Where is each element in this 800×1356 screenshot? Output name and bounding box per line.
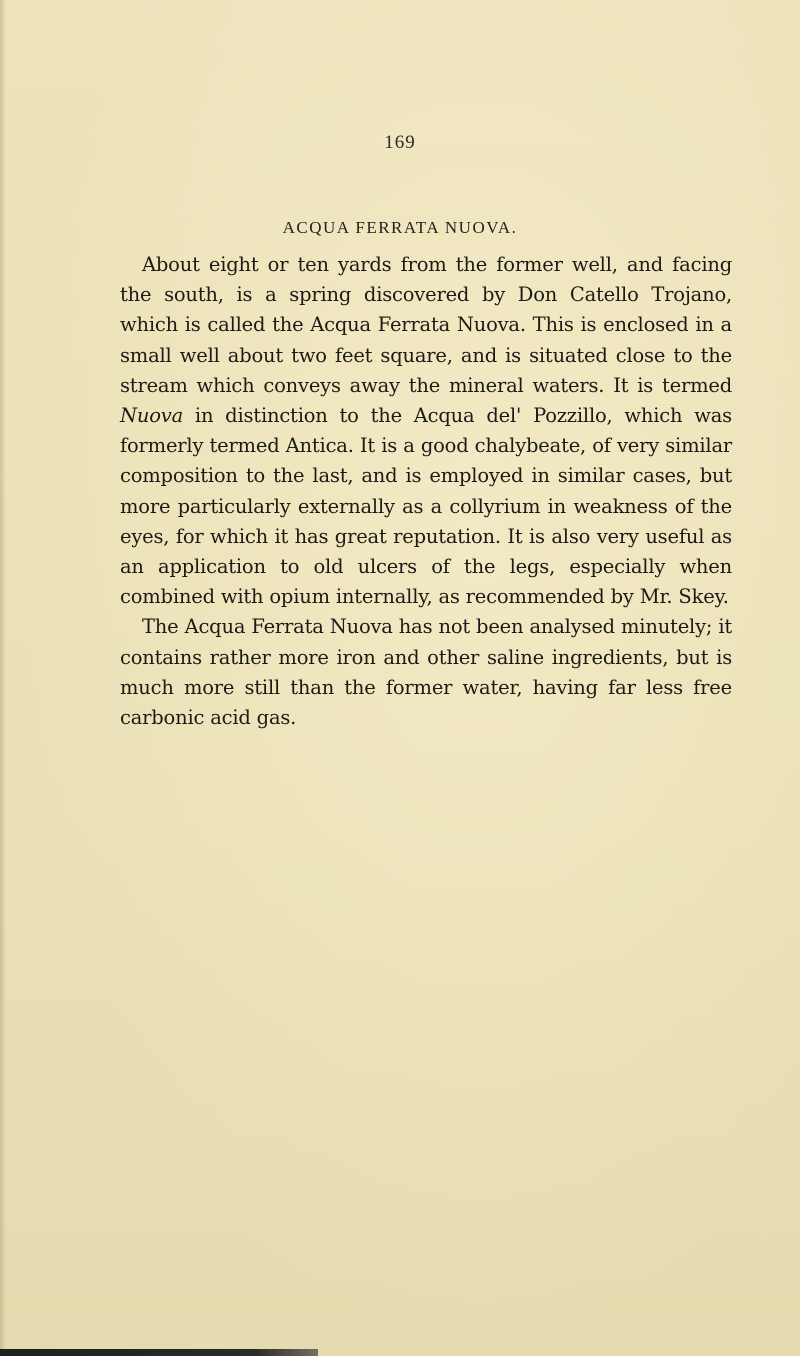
bottom-edge-mark — [0, 1349, 318, 1356]
italic-term: Nuova — [120, 404, 184, 428]
paragraph-2: The Acqua Ferrata Nuova has not been analysed minutely; it contains rather more iron and other saline ingredients, but is much more still than the former water, having far less free carbonic acid gas. — [120, 615, 732, 730]
paragraph-1 — [120, 250, 732, 612]
page-edge-shadow — [0, 0, 6, 1356]
section-heading: ACQUA FERRATA NUOVA. — [282, 218, 518, 237]
page-number: 169 — [384, 132, 416, 153]
body-text — [120, 250, 732, 733]
paragraph-1-text-b: in distinction to the Acqua del' Pozzillo, which was formerly termed Antica. It is a good chalybeate, of very similar composition to the last, and is employed in similar cases, but more particularly externally as a collyrium in weakness of the eyes, for which it has great reputation. It is also very useful as an application to old ulcers of the legs, especially when combined with opium internally, as recommended by Mr. Skey. — [120, 404, 732, 609]
paragraph-1-text-a: About eight or ten yards from the former well, and facing the south, is a spring discovered by Don Catello Trojano, which is called the Acqua Ferrata Nuova. This is enclosed in a small well about two feet square, and is situated close to the stream which conveys away the mineral waters. It is termed — [120, 253, 732, 397]
